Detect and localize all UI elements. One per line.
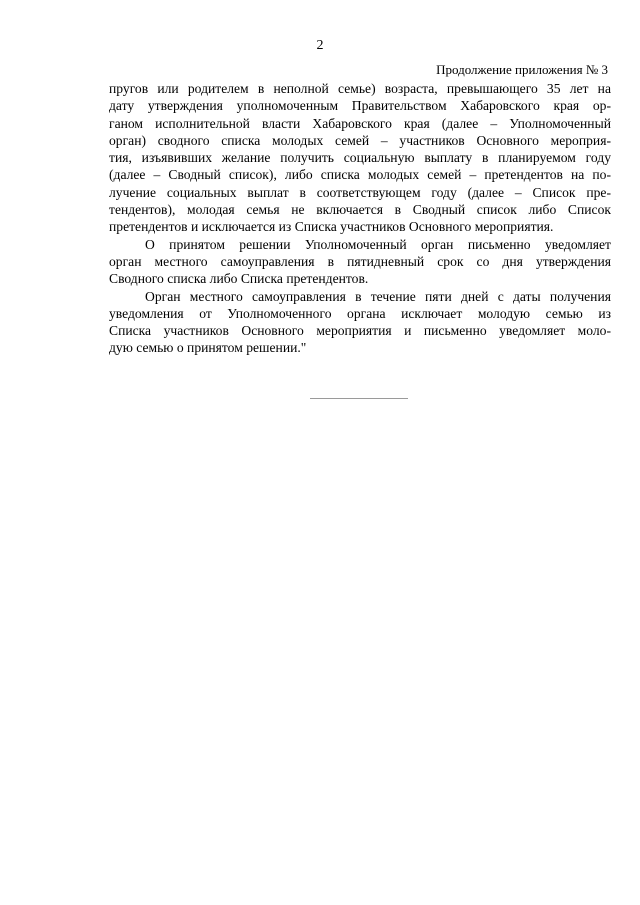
text-line: Орган местного самоуправления в течение пяти дней с даты получения bbox=[145, 288, 611, 304]
text-line: тия, изъявивших желание получить социальную выплату в планируемом году bbox=[109, 150, 611, 166]
text-line: Сводного списка либо Списка претендентов. bbox=[109, 271, 369, 287]
paragraph bbox=[109, 80, 611, 236]
text-line: претендентов и исключается из Списка участников Основного мероприятия. bbox=[109, 219, 554, 235]
text-line: уведомления от Уполномоченного органа исключает молодую семью из bbox=[109, 305, 611, 321]
text-line: дую семью о принятом решении." bbox=[109, 340, 307, 356]
text-line: тендентов), молодая семья не включается в Сводный список либо Список bbox=[109, 202, 611, 218]
page-number: 2 bbox=[316, 38, 324, 53]
text-line: (далее – Сводный список), либо списка молодых семей – претендентов на по- bbox=[109, 167, 611, 183]
text-line: лучение социальных выплат в соответствующем году (далее – Список пре- bbox=[109, 184, 611, 200]
end-of-text-rule bbox=[310, 398, 408, 399]
text-line: пругов или родителем в неполной семье) возраста, превышающего 35 лет на bbox=[109, 81, 611, 96]
appendix-continuation-note: Продолжение приложения № 3 bbox=[436, 62, 608, 77]
text-line: дату утверждения уполномоченным Правительством Хабаровского края ор- bbox=[109, 98, 611, 114]
text-line: орган местного самоуправления в пятидневный срок со дня утверждения bbox=[109, 253, 611, 269]
text-line: ганом исполнительной власти Хабаровского края (далее – Уполномоченный bbox=[109, 115, 611, 131]
paragraph bbox=[109, 236, 611, 288]
text-line: орган) сводного списка молодых семей – участников Основного мероприя- bbox=[109, 132, 611, 148]
paragraph bbox=[109, 288, 611, 357]
text-line: Списка участников Основного мероприятия и письменно уведомляет моло- bbox=[109, 323, 611, 339]
body-text bbox=[109, 80, 611, 357]
text-line: О принятом решении Уполномоченный орган письменно уведомляет bbox=[145, 236, 611, 252]
